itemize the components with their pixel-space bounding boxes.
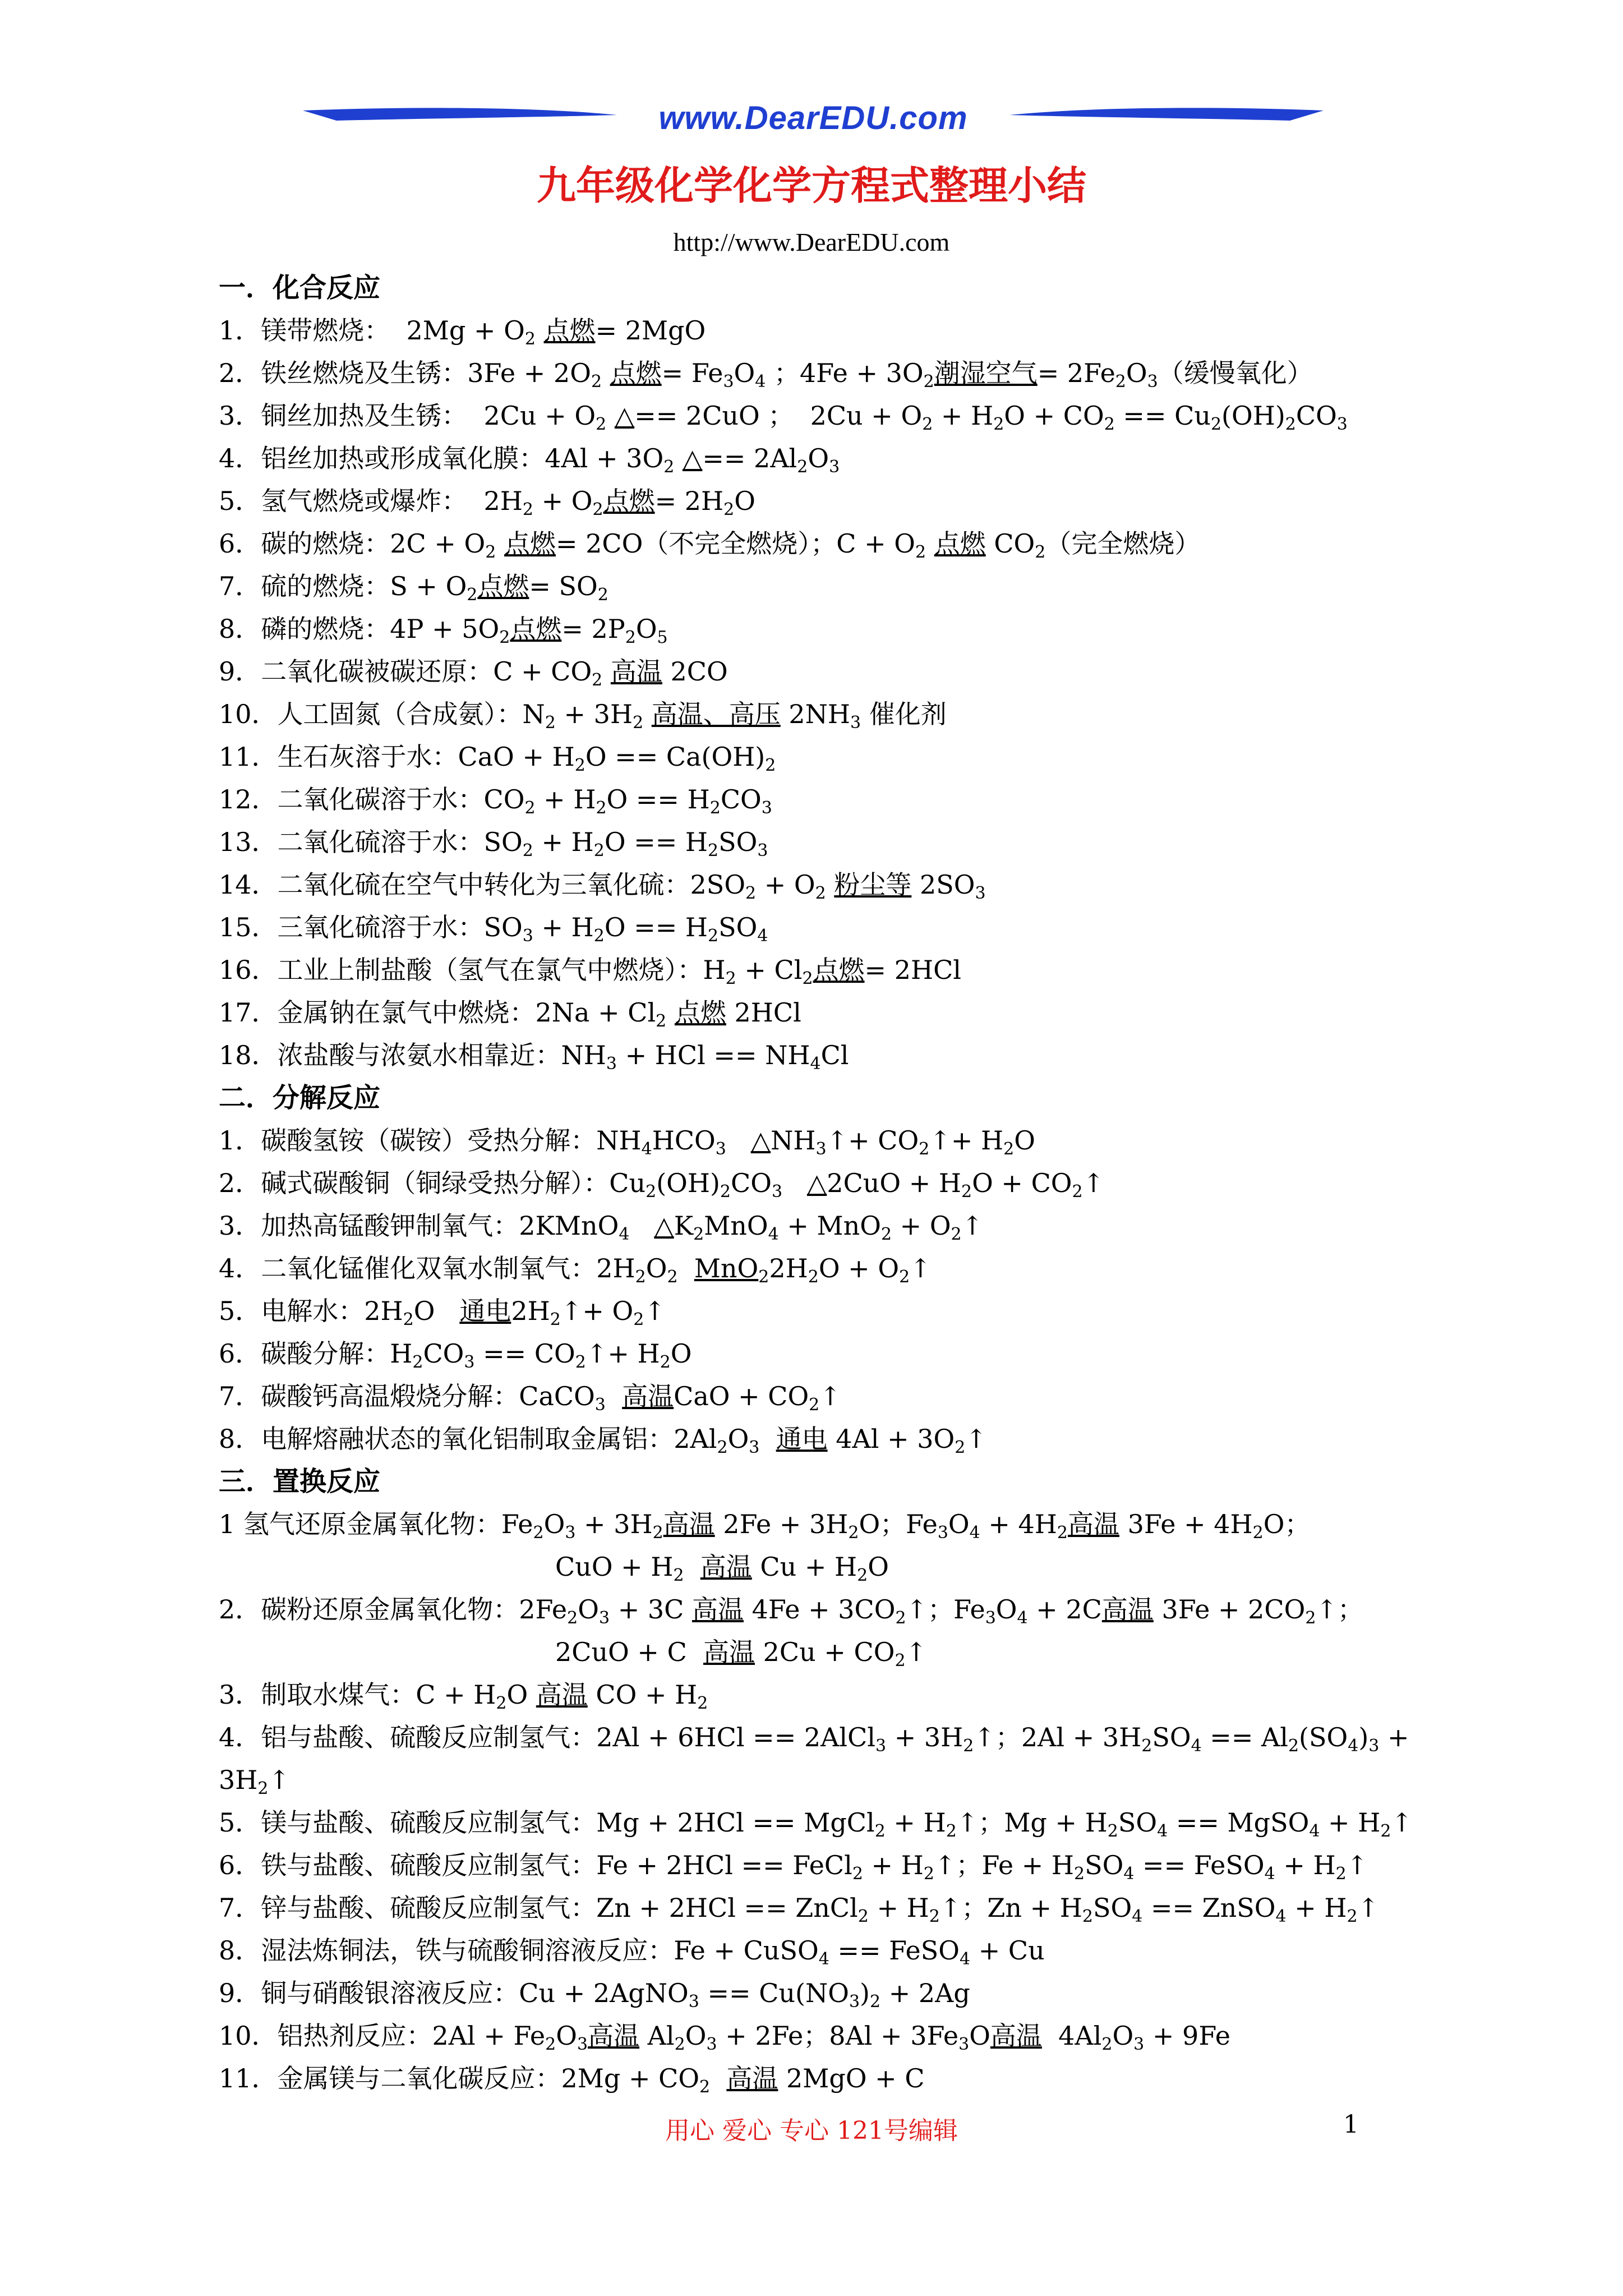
equation-line: 4．二氧化锰催化双氧水制氧气：$2H_2O_2$ $MnO_22H_2O$ + $O_2↑$ <box>219 1253 932 1287</box>
equation-line: 14．二氧化硫在空气中转化为三氧化硫：$2SO_2 + O_2$ 粉尘等 $2SO_3$ <box>219 869 986 903</box>
equation-line: 9．二氧化碳被碳还原：$C + CO_2$ 高温 2CO <box>219 656 728 690</box>
equation-line: 10．人工固氮（合成氨）：$N_2 + 3H_2$ 高温、高压 $2NH_3$ 催化剂 <box>219 699 947 733</box>
page-url[interactable]: http://www.DearEDU.com <box>673 228 950 256</box>
equation-line: 7．硫的燃烧：$S + O_2$点燃= $SO_2$ <box>219 571 608 605</box>
equation-line: 1．碳酸氢铵（碳铵）受热分解：$NH_4HCO_3$ $\triangle NH_3↑+$ $CO_2↑+ H_2O$ <box>219 1125 1035 1159</box>
equation-line: 13．二氧化硫溶于水：$SO_2 + H_2O == H_2SO_3$ <box>219 827 768 861</box>
footer-text: 用心 爱心 专心 121号编辑 <box>665 2116 958 2145</box>
equation-line: 3．铜丝加热及生锈： $2Cu + O_2$ △== 2CuO ； $2Cu + O_2 + H_2O + CO_2 == Cu_2(OH)_2CO_3$ <box>219 401 1348 434</box>
equation-line: 4．铝与盐酸、硫酸反应制氢气：2Al + 6HCl == 2AlCl$_3$ + $3H_2↑$；$2Al + 3H_2SO_4 == Al_2(SO_4)_3$ + <box>219 1722 1409 1756</box>
equation-line: 18．浓盐酸与浓氨水相靠近：$NH_3$ + HCl == $NH_4Cl$ <box>219 1040 849 1074</box>
equation-line: CuO + $H_2$ 高温 $Cu + H_2O$ <box>555 1552 889 1585</box>
section-heading: 一．化合反应 <box>219 272 381 303</box>
equation-line: $3H_2↑$ <box>219 1765 291 1798</box>
section-heading: 二．分解反应 <box>219 1082 381 1114</box>
equation-line: 11．生石灰溶于水：CaO + $H_2O == Ca(OH)_2$ <box>219 742 776 775</box>
page-number: 1 <box>1343 2110 1359 2139</box>
equation-line: 10．铝热剂反应：$2Al + Fe_2O_3$高温 $Al_2O_3 + 2Fe$；$8Al + 3Fe_3O$高温 $4Al_2O_3 + 9Fe$ <box>219 2021 1230 2054</box>
equation-line: 16．工业上制盐酸（氢气在氯气中燃烧）：$H_2 + Cl_2$点燃= 2HCl <box>219 955 962 988</box>
equation-line: 8．湿法炼铜法，铁与硫酸铜溶液反应：Fe + CuSO$_4$ == FeSO$_4$ + Cu <box>219 1935 1045 1969</box>
equation-line: 6．铁与盐酸、硫酸反应制氢气：Fe + 2HCl == FeCl$_2$ + $H_2↑$；$Fe + H_2SO_4$ == FeSO$_4$ + $H_2↑$ <box>219 1850 1368 1884</box>
equation-line: 2CuO + C 高温 $2Cu + CO_2↑$ <box>555 1637 928 1671</box>
equation-line: 1．镁带燃烧： $2Mg + O_2$ 点燃= 2MgO <box>219 315 706 349</box>
equation-line: 3．制取水煤气：$C + H_2O$ 高温 CO + $H_2$ <box>219 1680 708 1713</box>
equation-line: 9．铜与硝酸银溶液反应：Cu + 2AgNO$_3$ == $Cu(NO_3)_2 + 2Ag$ <box>219 1978 970 2012</box>
equation-line: 15．三氧化硫溶于水：$SO_3 + H_2O == H_2SO_4$ <box>219 912 768 946</box>
equation-line: 17．金属钠在氯气中燃烧：$2Na + Cl_2$ 点燃 2HCl <box>219 997 801 1031</box>
equation-line: 6．碳的燃烧：$2C + O_2$ 点燃= 2CO（不完全燃烧）；$C + O_2$ 点燃 $CO_2$（完全燃烧） <box>219 528 1201 562</box>
equation-line: 3．加热高锰酸钾制氧气：2KMnO$_4$ $\triangle K_2MnO_4 + MnO_2$ + $O_2↑$ <box>219 1211 984 1244</box>
banner-site-name[interactable]: www.DearEDU.com <box>658 100 968 136</box>
equation-line: 8．磷的燃烧：$4P + 5O_2$点燃= $2P_2O_5$ <box>219 614 668 647</box>
equation-line: 2．碳粉还原金属氧化物：$2Fe_2O_3 + 3C$ 高温 $4Fe + 3CO_2↑$；$Fe_3O_4 + 2C$高温 $3Fe + 2CO_2↑$； <box>219 1594 1363 1628</box>
page-title: 九年级化学化学方程式整理小结 <box>537 162 1086 209</box>
equation-line: 12．二氧化碳溶于水：$CO_2 + H_2O == H_2CO_3$ <box>219 784 772 818</box>
section-heading: 三．置换反应 <box>219 1466 381 1497</box>
equation-line: 7．碳酸钙高温煅烧分解：CaCO$_3$ 高温CaO + $CO_2↑$ <box>219 1381 841 1415</box>
equation-line: 2．铁丝燃烧及生锈：$3Fe + 2O_2$ 点燃= $Fe_3O_4$ ；$4Fe + 3O_2$潮湿空气= $2Fe_2O_3$（缓慢氧化） <box>219 358 1313 392</box>
equation-line: 5．氢气燃烧或爆炸： $2H_2 + O_2$点燃= $2H_2O$ <box>219 486 755 519</box>
equation-list <box>219 266 1481 2100</box>
equation-line: 6．碳酸分解：$H_2CO_3$ == $CO_2↑+ H_2O$ <box>219 1338 692 1372</box>
equation-line: 8．电解熔融状态的氧化铝制取金属铝：$2Al_2O_3$ 通电 $4Al + 3O_2↑$ <box>219 1424 987 1457</box>
equation-line: 5．镁与盐酸、硫酸反应制氢气：Mg + 2HCl == MgCl$_2$ + $H_2↑$；$Mg + H_2SO_4$ == MgSO$_4$ + $H_2↑$ <box>219 1807 1413 1841</box>
equation-line: 7．锌与盐酸、硫酸反应制氢气：Zn + 2HCl == ZnCl$_2$ + $H_2↑$；$Zn + H_2SO_4$ == ZnSO$_4$ + $H_2↑$ <box>219 1893 1380 1926</box>
site-banner <box>303 98 1324 137</box>
equation-line: 11．金属镁与二氧化碳反应：$2Mg + CO_2$ 高温 2MgO + C <box>219 2063 925 2097</box>
equation-line: 5．电解水：$2H_2O$ 通电$2H_2↑+$ $O_2↑$ <box>219 1296 666 1329</box>
equation-line: 2．碱式碳酸铜（铜绿受热分解）：$Cu_2(OH)_2CO_3$ △2CuO + $H_2O$ + $CO_2↑$ <box>219 1168 1105 1202</box>
equation-line: 1 氢气还原金属氧化物：$Fe_2O_3 + 3H_2$高温 $2Fe + 3H_2O$；$Fe_3O_4 + 4H_2$高温 $3Fe + 4H_2O$； <box>219 1509 1311 1543</box>
equation-line: 4．铝丝加热或形成氧化膜：$4Al + 3O_2$ △== $2Al_2O_3$ <box>219 443 840 477</box>
